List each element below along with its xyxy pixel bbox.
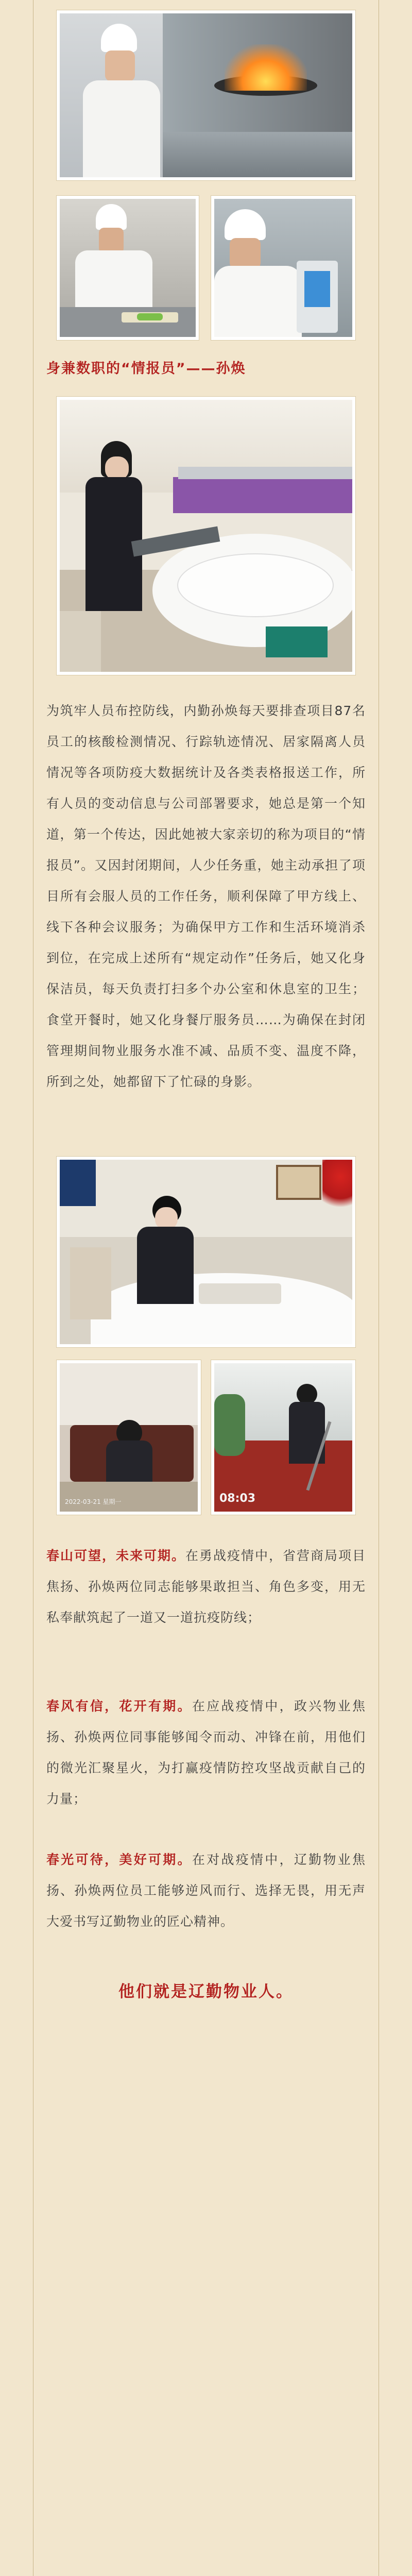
- closing-text-1: 在勇战疫情中，省营商局项目焦扬、孙焕两位同志能够果敢担当、角色多变，用无私奉献筑起了一道又一道抗疫防线；: [46, 1548, 366, 1625]
- photo-cleaning-sofa: [57, 1360, 201, 1515]
- photo-chef-scan: [211, 196, 355, 340]
- closing-lead-2: 春风有信，花开有期。: [46, 1699, 192, 1714]
- closing-line: 他们就是辽勤物业人。: [118, 1982, 294, 2001]
- section-heading: 身兼数职的“情报员”——孙焕: [46, 361, 246, 377]
- photo-tea-service: [57, 397, 355, 675]
- closing-paragraph-3: [46, 1844, 366, 1937]
- closing-lead-1: 春山可望，未来可期。: [46, 1548, 185, 1563]
- photo-meeting-room: [57, 1157, 355, 1347]
- closing-text-3: 在对战疫情中，辽勤物业焦扬、孙焕两位员工能够逆风而行、选择无畏，用无声大爱书写辽勤物业的匠心精神。: [46, 1852, 366, 1929]
- closing-paragraph-2: [46, 1691, 366, 1815]
- closing-text-2: 在应战疫情中，政兴物业焦扬、孙焕两位同事能够闻令而动、冲锋在前，用他们的微光汇聚星火，为打赢疫情防控攻坚战贡献自己的力量；: [46, 1699, 366, 1806]
- timestamp-left: 2022-03-21 星期一: [65, 1498, 122, 1505]
- photo-chef-cooking: [57, 10, 355, 180]
- closing-paragraph-1: [46, 1540, 366, 1633]
- photo-mopping-floor: [211, 1360, 355, 1515]
- photo-chef-cutting: [57, 196, 199, 340]
- body-paragraph: 为筑牢人员布控防线，内勤孙焕每天要排查项目87名员工的核酸检测情况、行踪轨迹情况、居家隔离人员情况等各项防疫大数据统计及各类表格报送工作，所有人员的变动信息与公司部署要求，她总是第一个知道，第一个传达，因此她被大家亲切的称为项目的“情报员”。又因封闭期间，人少任务重，她主动承担了项目所有会服人员的工作任务，顺利保障了甲方线上、线下各种会议服务；为确保甲方工作和生活环境消杀到位，在完成上述所有“规定动作”任务后，她又化身保洁员，每天负责打扫多个办公室和休息室的卫生；食堂开餐时，她又化身餐厅服务员……为确保在封闭管理期间物业服务水准不减、品质不变、温度不降，所到之处，她都留下了忙碌的身影。: [46, 703, 366, 1089]
- closing-lead-3: 春光可待，美好可期。: [46, 1852, 192, 1867]
- timestamp-right: 08:03: [219, 1492, 256, 1505]
